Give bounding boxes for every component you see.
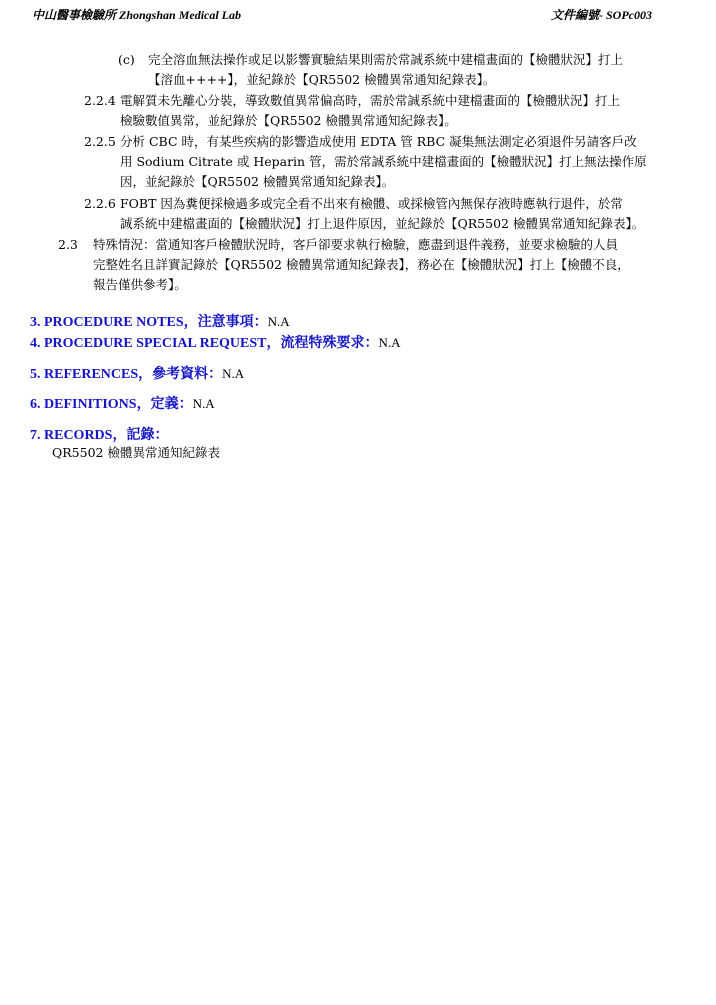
records-form-name: QR5502 檢體異常通知紀錄表 xyxy=(52,445,220,460)
section-procedure-special-request xyxy=(30,334,401,353)
item-label-2-2-6: 2.2.6 xyxy=(84,196,116,211)
section-number: 6. xyxy=(30,397,41,412)
section-procedure-notes xyxy=(30,313,290,332)
header-doc-number: 文件編號- SOPc003 xyxy=(551,8,652,22)
section-value: N.A xyxy=(378,335,401,350)
section-number: 7. xyxy=(30,428,41,443)
section-title-zh: 定義： xyxy=(150,397,193,412)
item-label-2-2-4: 2.2.4 xyxy=(84,93,116,108)
section-title-zh: 注意事項： xyxy=(197,315,268,330)
section-title-en: RECORDS， xyxy=(44,428,127,443)
section-number: 5. xyxy=(30,367,41,382)
item-label-2-3: 2.3 xyxy=(58,237,78,252)
section-value: N.A xyxy=(222,366,245,381)
item-2-2-4-line-1: 電解質未先離心分裝，導致數值異常偏高時，需於常誠系統中建檔畫面的【檢體狀況】打上 xyxy=(120,93,621,108)
page-header xyxy=(32,6,652,22)
item-2-2-6-line-1: FOBT 因為糞便採檢過多或完全看不出來有檢體、或採檢管內無保存液時應執行退件，於常 xyxy=(120,196,623,211)
item-2-2-5-line-1: 分析 CBC 時，有某些疾病的影響造成使用 EDTA 管 RBC 凝集無法測定必須退件另請客戶改 xyxy=(120,134,637,149)
item-2-2-5-line-3: 因，並紀錄於【QR5502 檢體異常通知紀錄表】。 xyxy=(120,174,395,189)
section-number: 4. xyxy=(30,336,41,351)
item-2-3-line-3: 報告僅供參考】。 xyxy=(93,277,187,292)
section-title-zh: 記錄： xyxy=(126,428,169,443)
item-2-2-6-line-2: 誠系統中建檔畫面的【檢體狀況】打上退件原因，並紀錄於【QR5502 檢體異常通知紀錄表】。 xyxy=(120,216,645,231)
item-2-2-4-line-2: 檢驗數值異常，並紀錄於【QR5502 檢體異常通知紀錄表】。 xyxy=(120,113,457,128)
section-title-zh: 流程特殊要求： xyxy=(280,336,379,351)
item-2-3-line-2: 完整姓名且詳實記錄於【QR5502 檢體異常通知紀錄表】，務必在【檢體狀況】打上【檢體不良， xyxy=(93,257,630,272)
section-value: N.A xyxy=(192,396,215,411)
section-records xyxy=(30,426,168,445)
section-title-en: DEFINITIONS， xyxy=(44,397,151,412)
item-c-line-1: 完全溶血無法操作或足以影響實驗結果則需於常誠系統中建檔畫面的【檢體狀況】打上 xyxy=(148,52,624,67)
header-lab-name: 中山醫事檢驗所 Zhongshan Medical Lab xyxy=(32,8,242,22)
section-title-en: REFERENCES， xyxy=(44,367,153,382)
item-2-3-line-1: 特殊情況：當通知客戶檢體狀況時，客戶卻要求執行檢驗，應盡到退件義務，並要求檢驗的人員 xyxy=(93,237,619,252)
section-title-zh: 參考資料： xyxy=(152,367,223,382)
section-references xyxy=(30,365,244,384)
item-label-c: (c) xyxy=(118,52,135,67)
item-2-2-5-line-2: 用 Sodium Citrate 或 Heparin 管，需於常誠系統中建檔畫面的【檢體狀況】打上無法操作原 xyxy=(120,154,647,169)
section-title-en: PROCEDURE NOTES， xyxy=(44,315,198,330)
section-definitions xyxy=(30,395,215,414)
section-title-en: PROCEDURE SPECIAL REQUEST， xyxy=(44,336,281,351)
item-label-2-2-5: 2.2.5 xyxy=(84,134,116,149)
section-number: 3. xyxy=(30,315,41,330)
item-c-line-2: 【溶血++++】，並紀錄於【QR5502 檢體異常通知紀錄表】。 xyxy=(148,72,496,87)
section-value: N.A xyxy=(267,314,290,329)
